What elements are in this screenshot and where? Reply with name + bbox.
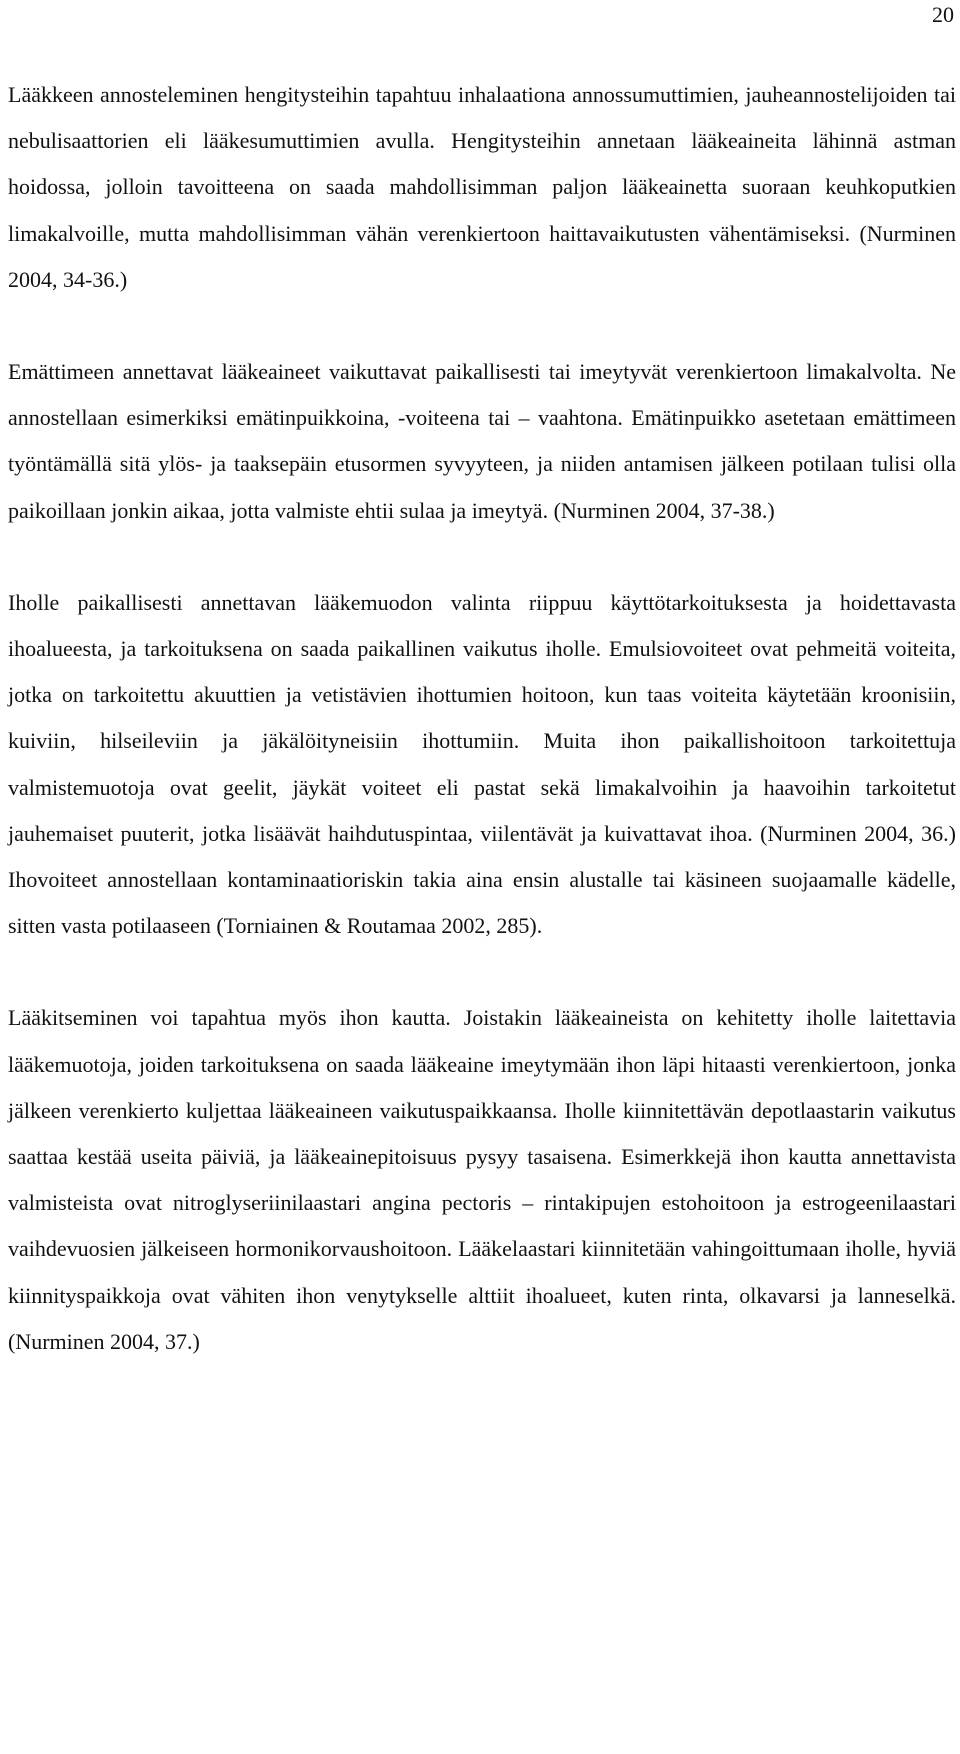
paragraph-inhalation: Lääkkeen annosteleminen hengitysteihin tapahtuu inhalaationa annossumuttimien, jauheannostelijoiden tai nebulisaattorien eli lääkesumuttimien avulla. Hengitysteihin annetaan lääkeaineita lähinnä astman hoidossa, jolloin tavoitteena on saada mahdollisimman paljon lääkeainetta suoraan keuhkoputkien limakalvoille, mutta mahdollisimman vähän verenkiertoon haittavaikutusten vähentämiseksi. (Nurminen 2004, 34-36.) [8, 82, 956, 292]
paragraph-topical-skin: Iholle paikallisesti annettavan lääkemuodon valinta riippuu käyttötarkoituksesta ja hoidettavasta ihoalueesta, ja tarkoituksena on saada paikallinen vaikutus iholle. Emulsiovoiteet ovat pehmeitä voiteita, jotka on tarkoitettu akuuttien ja vetistävien ihottumien hoitoon, kun taas voiteita käytetään kroonisiin, kuiviin, hilseileviin ja jäkälöityneisiin ihottumiin. Muita ihon paikallishoitoon tarkoitettuja valmistemuotoja ovat geelit, jäykät voiteet eli pastat sekä limakalvoihin ja haavoihin tarkoitetut jauhemaiset puuterit, jotka lisäävät haihdutuspintaa, viilentävät ja kuivattavat ihoa. (Nurminen 2004, 36.) Ihovoiteet annostellaan kontaminaatioriskin takia aina ensin alustalle tai käsineen suojaamalle kädelle, sitten vasta potilaaseen (Torniainen & Routamaa 2002, 285). [8, 589, 956, 939]
paragraph-vaginal: Emättimeen annettavat lääkeaineet vaikuttavat paikallisesti tai imeytyvät verenkiertoon limakalvolta. Ne annostellaan esimerkiksi emätinpuikkoina, -voiteena tai – vaahtona. Emätinpuikko asetetaan emättimeen työntämällä sitä ylös- ja taaksepäin etusormen syvyyteen, ja niiden antamisen jälkeen potilaan tulisi olla paikoillaan jonkin aikaa, jotta valmiste ehtii sulaa ja imeytyä. (Nurminen 2004, 37-38.) [8, 359, 956, 523]
paragraph-transdermal: Lääkitseminen voi tapahtua myös ihon kautta. Joistakin lääkeaineista on kehitetty iholle laitettavia lääkemuotoja, joiden tarkoituksena on saada lääkeaine imeytymään ihon läpi hitaasti verenkiertoon, jonka jälkeen verenkierto kuljettaa lääkeaineen vaikutuspaikkaansa. Iholle kiinnitettävän depotlaastarin vaikutus saattaa kestää useita päiviä, ja lääkeainepitoisuus pysyy tasaisena. Esimerkkejä ihon kautta annettavista valmisteista ovat nitroglyseriinilaastari angina pectoris – rintakipujen estohoitoon ja estrogeenilaastari vaihdevuosien jälkeiseen hormonikorvaushoitoon. Lääkelaastari kiinnitetään vahingoittumaan iholle, hyviä kiinnityspaikkoja ovat vähiten ihon venytykselle alttiit ihoalueet, kuten rinta, olkavarsi ja lanneselkä. (Nurminen 2004, 37.) [8, 1005, 956, 1354]
page-number: 20 [932, 2, 954, 27]
document-body [8, 72, 956, 1365]
